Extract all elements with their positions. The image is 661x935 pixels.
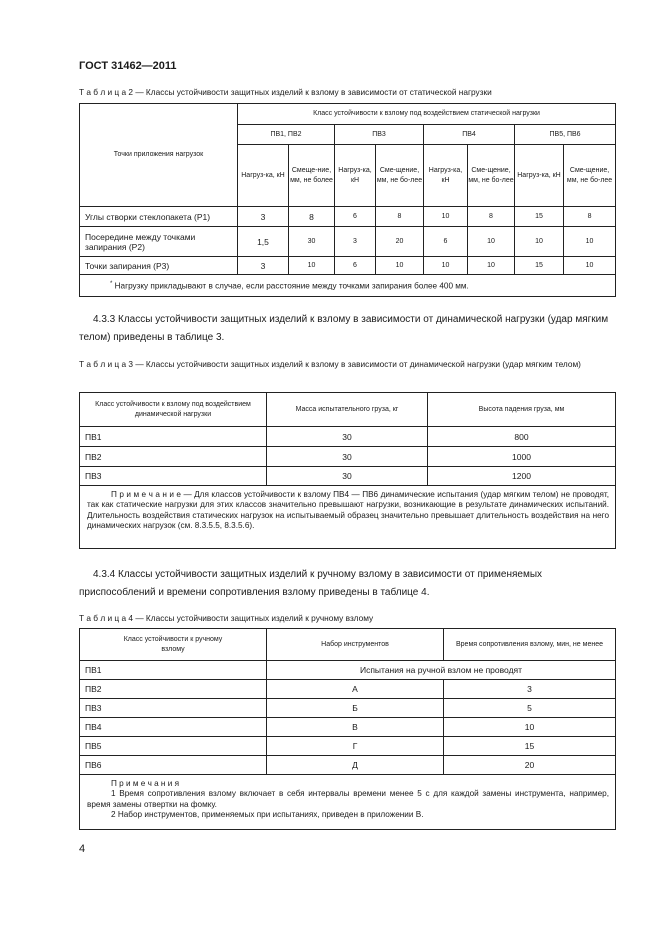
- table2-row-label: Углы створки стеклопакета (Р1): [80, 207, 238, 227]
- paragraph-4-3-4: 4.3.4 Классы устойчивости защитных изделий к ручному взлому в зависимости от применяемых приспособлений и времени сопротивления взлому приведены в таблице 4.: [79, 569, 543, 598]
- table4-note-1: 1 Время сопротивления взлому включает в себя интервалы времени менее 5 с для каждой замены инструмента, например, время замены отвертки на фомку.: [87, 789, 609, 809]
- table2-corner-header: Точки приложения нагрузок: [80, 104, 238, 207]
- table-row: [80, 427, 616, 447]
- table2-cell: 10: [376, 257, 424, 275]
- table2-subheader-load: Нагруз-ка, кН: [238, 145, 289, 207]
- table4: [79, 628, 616, 830]
- table-row: [80, 718, 616, 737]
- table3-cell-mass: 30: [267, 467, 428, 486]
- table4-notes-title: П р и м е ч а н и я: [111, 779, 180, 788]
- table2-cell: 10: [564, 257, 616, 275]
- table4-cell-tools: Д: [267, 756, 444, 775]
- table3-header-mass: Масса испытательного груза, кг: [267, 393, 428, 427]
- table2-cell: 10: [289, 257, 335, 275]
- table3-cell-mass: 30: [267, 447, 428, 467]
- table4-cell-class: ПВ3: [80, 699, 267, 718]
- table2-cell: 3: [238, 207, 289, 227]
- table4-cell-tools: Б: [267, 699, 444, 718]
- table4-cell-time: 20: [444, 756, 616, 775]
- table4-cell-class: ПВ1: [80, 661, 267, 680]
- table3-cell-class: ПВ1: [80, 427, 267, 447]
- table-row: [80, 227, 616, 257]
- table2-cell: 10: [424, 207, 468, 227]
- table2-subheader-displacement: Смеще-ние, мм, не более: [289, 145, 335, 207]
- table2-subheader-load: Нагруз-ка, кН: [424, 145, 468, 207]
- table4-cell-class: ПВ2: [80, 680, 267, 699]
- table2-cell: 8: [376, 207, 424, 227]
- table2-group-header: Класс устойчивости к взлому под воздействием статической нагрузки: [238, 104, 616, 125]
- table2-subheader-load: Нагруз-ка, кН: [335, 145, 376, 207]
- table3-cell-class: ПВ2: [80, 447, 267, 467]
- page-number: 4: [79, 843, 86, 855]
- table2-cell: 10: [564, 227, 616, 257]
- table2-footnote: [80, 275, 616, 297]
- table-row: [80, 467, 616, 486]
- table3-cell-height: 800: [428, 427, 616, 447]
- table3-cell-height: 1200: [428, 467, 616, 486]
- table4-caption: Т а б л и ц а 4 — Классы устойчивости защитных изделий к ручному взлому: [79, 613, 374, 623]
- table4-cell-time: 3: [444, 680, 616, 699]
- table2-cell: 15: [515, 207, 564, 227]
- table-row: [80, 207, 616, 227]
- table4-header-time: Время сопротивления взлому, мин, не менее: [444, 629, 616, 661]
- table4-cell-tools: А: [267, 680, 444, 699]
- table3-header-class: Класс устойчивости к взлому под воздействием динамической нагрузки: [80, 393, 267, 427]
- table2-subheader-displacement: Сме-щение, мм, не бо-лее: [468, 145, 515, 207]
- table2-cell: 8: [564, 207, 616, 227]
- table4-cell-class: ПВ6: [80, 756, 267, 775]
- table2-class-header: ПВ5, ПВ6: [515, 125, 616, 145]
- table4-cell-class: ПВ4: [80, 718, 267, 737]
- footnote-mark: *: [110, 280, 113, 287]
- table2-cell: 10: [515, 227, 564, 257]
- table-row: [80, 737, 616, 756]
- table2-cell: 15: [515, 257, 564, 275]
- table2-cell: 20: [376, 227, 424, 257]
- table2-cell: 8: [468, 207, 515, 227]
- table-row: [80, 257, 616, 275]
- footnote-text: Нагрузку прикладывают в случае, если расстояние между точками запирания более 400 мм.: [114, 281, 469, 291]
- table2-cell: 3: [335, 227, 376, 257]
- table3-note: П р и м е ч а н и е — Для классов устойчивости к взлому ПВ4 — ПВ6 динамические испытания (удар мягким телом) не проводят, так как статические нагрузки для этих классов значительно превышают нагрузки, возникающие в результате динамических испытаний. Длительность воздействия статических нагрузок на испытываемый образец значительно превышает длительность воздействия на него динамических нагрузок (см. 8.3.5.5, 8.3.5.6).: [80, 486, 616, 549]
- table2-cell: 10: [468, 227, 515, 257]
- table4-merged-cell: Испытания на ручной взлом не проводят: [267, 661, 616, 680]
- table-row: [80, 447, 616, 467]
- table2-cell: 10: [468, 257, 515, 275]
- table2: [79, 103, 616, 297]
- table3-header-height: Высота падения груза, мм: [428, 393, 616, 427]
- table2-caption: Т а б л и ц а 2 — Классы устойчивости защитных изделий к взлому в зависимости от статической нагрузки: [79, 87, 492, 97]
- table2-row-label: Точки запирания (Р3): [80, 257, 238, 275]
- table2-class-header: ПВ3: [335, 125, 424, 145]
- table3-cell-height: 1000: [428, 447, 616, 467]
- table2-cell: 1,5: [238, 227, 289, 257]
- table2-subheader-displacement: Сме-щение, мм, не бо-лее: [376, 145, 424, 207]
- document-header: ГОСТ 31462—2011: [79, 60, 177, 72]
- table4-header-class: Класс устойчивости к ручному взлому: [80, 629, 267, 661]
- table2-cell: 10: [424, 257, 468, 275]
- table2-row-label: Посередине между точками запирания (Р2): [80, 227, 238, 257]
- table3-cell-mass: 30: [267, 427, 428, 447]
- table2-cell: 6: [335, 257, 376, 275]
- table4-cell-class: ПВ5: [80, 737, 267, 756]
- table2-subheader-load: Нагруз-ка, кН: [515, 145, 564, 207]
- table2-subheader-displacement: Сме-щение, мм, не бо-лее: [564, 145, 616, 207]
- table3: [79, 392, 616, 549]
- table4-header-tools: Набор инструментов: [267, 629, 444, 661]
- table4-notes: [80, 775, 616, 830]
- table-row: [80, 699, 616, 718]
- paragraph-4-3-3: 4.3.3 Классы устойчивости защитных изделий к взлому в зависимости от динамической нагрузки (удар мягким телом) приведены в таблице 3.: [79, 314, 609, 343]
- table2-class-header: ПВ4: [424, 125, 515, 145]
- table-row: [80, 756, 616, 775]
- table2-cell: 8: [289, 207, 335, 227]
- table4-cell-time: 5: [444, 699, 616, 718]
- table-row: [80, 661, 616, 680]
- table4-cell-time: 10: [444, 718, 616, 737]
- table4-cell-time: 15: [444, 737, 616, 756]
- table2-cell: 3: [238, 257, 289, 275]
- table4-cell-tools: Г: [267, 737, 444, 756]
- table2-cell: 6: [424, 227, 468, 257]
- table2-class-header: ПВ1, ПВ2: [238, 125, 335, 145]
- table4-note-2: 2 Набор инструментов, применяемых при испытаниях, приведен в приложении В.: [111, 810, 424, 820]
- table2-cell: 6: [335, 207, 376, 227]
- table4-cell-tools: В: [267, 718, 444, 737]
- table3-cell-class: ПВ3: [80, 467, 267, 486]
- table2-cell: 30: [289, 227, 335, 257]
- table3-caption: Т а б л и ц а 3 — Классы устойчивости защитных изделий к взлому в зависимости от динамической нагрузки (удар мягким телом): [79, 359, 581, 369]
- table-row: [80, 680, 616, 699]
